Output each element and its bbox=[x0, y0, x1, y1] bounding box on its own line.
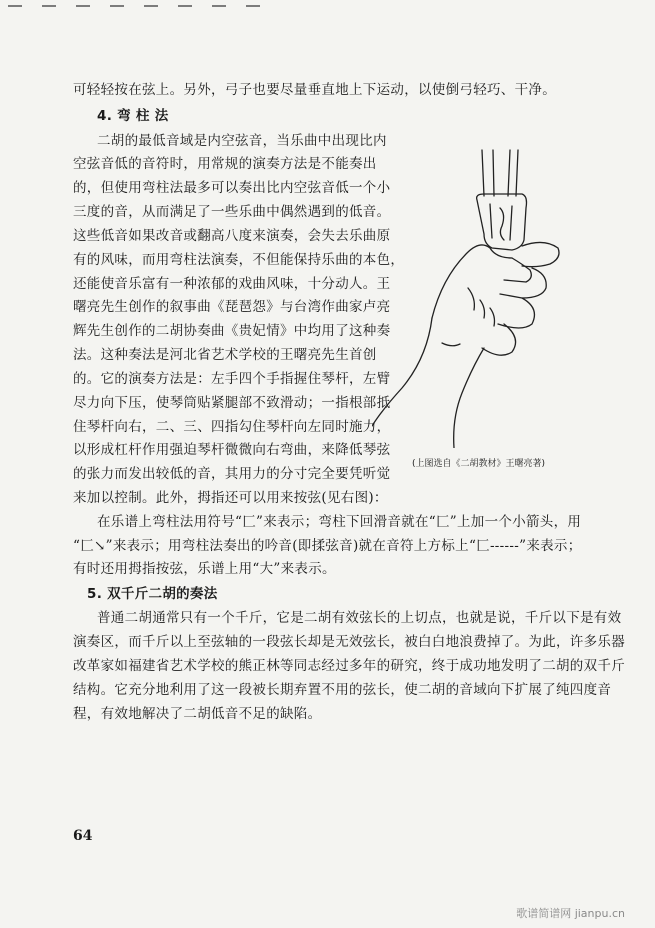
paragraph-line: 改革家如福建省艺术学校的熊正林等同志经过多年的研究，终于成功地发明了二胡的双千斤 bbox=[73, 658, 625, 674]
paragraph-line: 演奏区，而千斤以上至弦轴的一段弦长却是无效弦长，被白白地浪费掉了。为此，许多乐器 bbox=[73, 634, 625, 650]
paragraph-line: 尽力向下压，使琴筒贴紧腿部不致滑动；一指根部抵 bbox=[73, 395, 391, 411]
top-edge-dashes bbox=[0, 4, 300, 8]
paragraph-line: 普通二胡通常只有一个千斤，它是二胡有效弦长的上切点，也就是说，千斤以下是有效 bbox=[97, 610, 622, 626]
paragraph-line: 二胡的最低音域是内空弦音，当乐曲中出现比内 bbox=[97, 133, 387, 149]
paragraph-line: 空弦音低的音符时，用常规的演奏方法是不能奏出 bbox=[73, 156, 377, 172]
paragraph-line: 曙亮先生创作的叙事曲《琵琶怨》与台湾作曲家卢亮 bbox=[73, 299, 391, 315]
continued-text-line: 可轻轻按在弦上。另外，弓子也要尽量垂直地上下运动，以使倒弓轻巧、干净。 bbox=[73, 82, 556, 98]
paragraph-line: 有的风味，而用弯柱法演奏，不但能保持乐曲的本色， bbox=[73, 252, 405, 268]
notation-line: 有时还用拇指按弦，乐谱上用“大”来表示。 bbox=[73, 561, 336, 577]
figure-caption: (上图选自《二胡教材》王曙亮著) bbox=[412, 459, 546, 469]
paragraph-line: 来加以控制。此外，拇指还可以用来按弦(见右图)： bbox=[73, 490, 388, 506]
notation-line: “匚↘”来表示；用弯柱法奏出的吟音(即揉弦音)就在音符上方标上“匚------”来表示； bbox=[73, 538, 582, 554]
section-4-heading: 4. 弯 柱 法 bbox=[97, 108, 169, 124]
paragraph-line: 住琴杆向右，二、三、四指勾住琴杆向左同时施力， bbox=[73, 419, 391, 435]
paragraph-line: 结构。它充分地利用了这一段被长期弃置不用的弦长，使二胡的音域向下扩展了纯四度音 bbox=[73, 682, 612, 698]
site-watermark: 歌谱简谱网 jianpu.cn bbox=[516, 907, 625, 920]
paragraph-line: 的，但使用弯柱法最多可以奏出比内空弦音低一个小 bbox=[73, 180, 391, 196]
section-5-heading: 5. 双千斤二胡的奏法 bbox=[87, 586, 218, 602]
thumb-pressing-illustration bbox=[372, 148, 562, 448]
page-number: 64 bbox=[73, 828, 93, 844]
paragraph-line: 还能使音乐富有一种浓郁的戏曲风味，十分动人。王 bbox=[73, 276, 391, 292]
paragraph-line: 程，有效地解决了二胡低音不足的缺陷。 bbox=[73, 706, 322, 722]
paragraph-line: 这些低音如果改音或翻高八度来演奏，会失去乐曲原 bbox=[73, 228, 391, 244]
paragraph-line: 的。它的演奏方法是：左手四个手指握住琴杆，左臂 bbox=[73, 371, 391, 387]
paragraph-line: 以形成杠杆作用强迫琴杆微微向右弯曲，来降低琴弦 bbox=[73, 442, 391, 458]
notation-line: 在乐谱上弯柱法用符号“匚”来表示；弯柱下回滑音就在“匚”上加一个小箭头，用 bbox=[97, 514, 582, 530]
paragraph-line: 法。这种奏法是河北省艺术学校的王曙亮先生首创 bbox=[73, 347, 377, 363]
paragraph-line: 三度的音，从而满足了一些乐曲中偶然遇到的低音。 bbox=[73, 204, 391, 220]
paragraph-line: 辉先生创作的二胡协奏曲《贵妃情》中均用了这种奏 bbox=[73, 323, 391, 339]
paragraph-line: 的张力而发出较低的音，其用力的分寸完全要凭听觉 bbox=[73, 466, 391, 482]
